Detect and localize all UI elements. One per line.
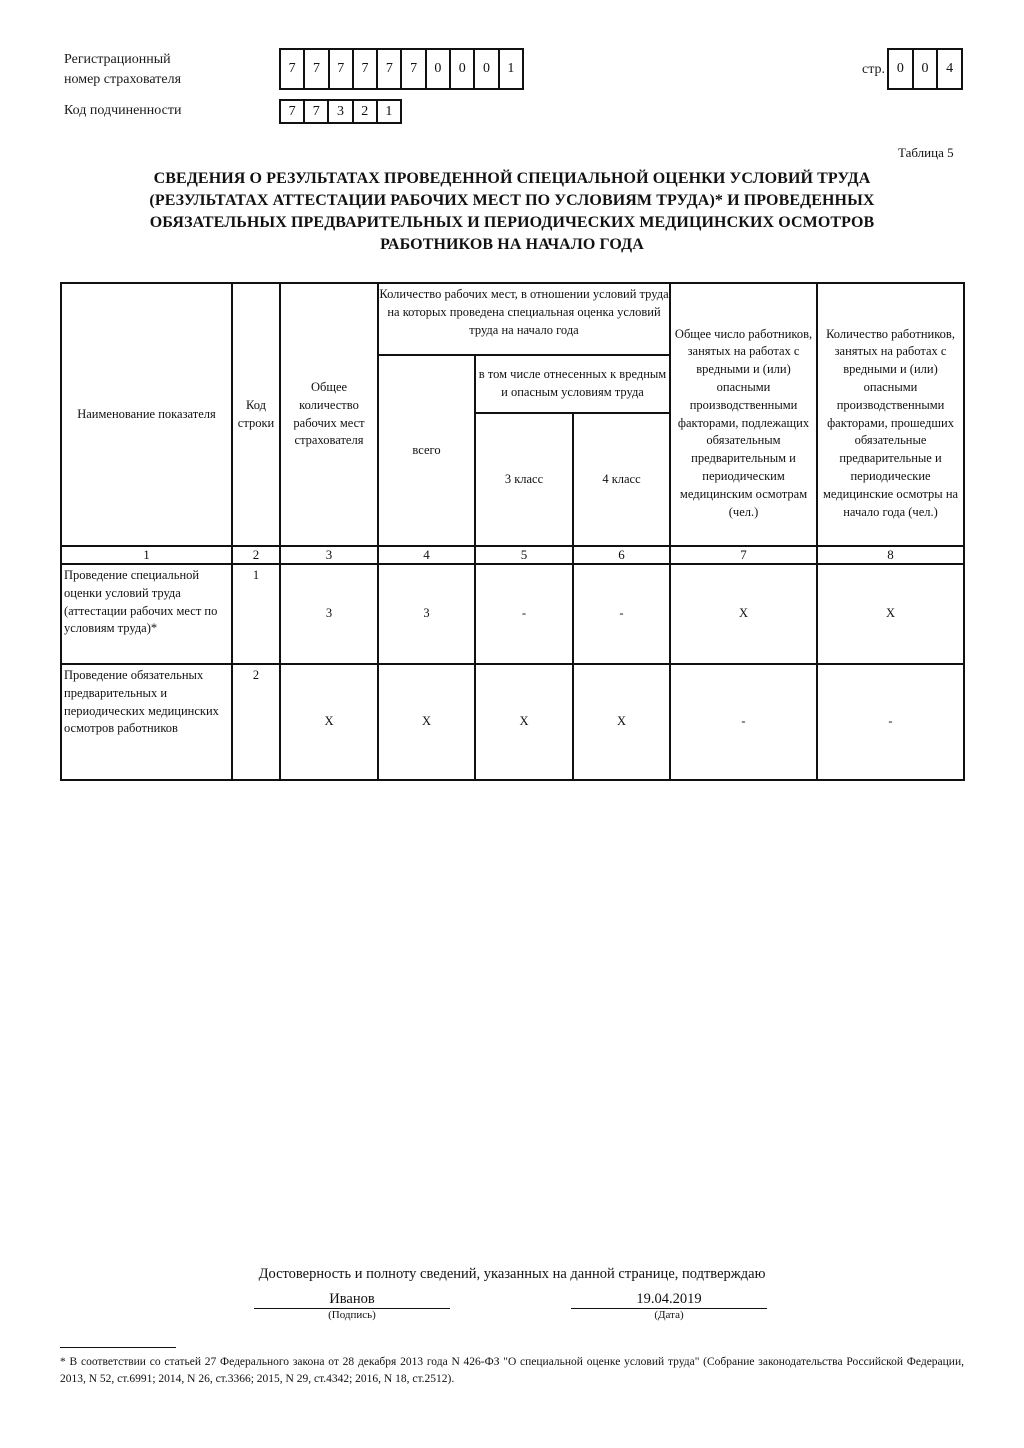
sub-digit: 1	[378, 101, 402, 122]
column-number: 7	[670, 546, 817, 564]
subordination-code-field	[279, 99, 402, 124]
reg-digit: 7	[330, 50, 354, 88]
footnote-text: * В соответствии со статьей 27 Федерального закона от 28 декабря 2013 года N 426-ФЗ "О специальной оценке условий труда" (Собрание законодательства Российской Федерации, 2013, N 52, ст.6991; 2014, N 26, ст.3366; 2015, N 29, ст.4342; 2016, N 18, ст.2512).	[60, 1356, 964, 1385]
confirmation-text: Достоверность и полноту сведений, указанных на данной странице, подтверждаю	[258, 1266, 766, 1282]
reg-digit: 7	[281, 50, 305, 88]
signature-block	[254, 1290, 450, 1321]
column-number: 4	[378, 546, 475, 564]
column-numbers-row	[61, 546, 964, 564]
footnote-divider	[60, 1347, 176, 1348]
page-number-field	[887, 48, 963, 90]
header-col-7: Общее число работников, занятых на работах с вредными и (или) опасными производственными факторами, подлежащих обязательным предварительным и периодическим медицинским осмотрам (чел.)	[670, 283, 817, 546]
reg-digit: 7	[378, 50, 402, 88]
header-col-total-places: Общее количество рабочих мест страхователя	[280, 283, 378, 546]
title-line: (РЕЗУЛЬТАТАХ АТТЕСТАЦИИ РАБОЧИХ МЕСТ ПО УСЛОВИЯМ ТРУДА)* И ПРОВЕДЕННЫХ	[149, 192, 875, 209]
row-value: X	[378, 664, 475, 780]
row-value: -	[817, 664, 964, 780]
row-code: 2	[232, 664, 280, 780]
row-value: X	[573, 664, 670, 780]
reg-digit: 7	[305, 50, 329, 88]
signature-value: Иванов	[254, 1290, 450, 1309]
reg-number-label	[64, 50, 181, 90]
reg-label-line2: номер страхователя	[64, 72, 182, 87]
assessment-table	[60, 282, 965, 781]
row-value: 3	[280, 564, 378, 664]
header-col-8: Количество работников, занятых на работах с вредными и (или) опасными производственными факторами, прошедших обязательные предварительные и периодические медицинские осмотры на начало года (чел.)	[817, 283, 964, 546]
column-number: 2	[232, 546, 280, 564]
table-row	[61, 664, 964, 780]
row-value: -	[475, 564, 573, 664]
reg-number-field	[279, 48, 524, 90]
row-value: -	[573, 564, 670, 664]
row-name: Проведение обязательных предварительных и периодических медицинских осмотров работников	[61, 664, 232, 780]
column-number: 8	[817, 546, 964, 564]
sub-digit: 3	[329, 101, 353, 122]
title-line: РАБОТНИКОВ НА НАЧАЛО ГОДА	[380, 236, 644, 253]
date-value: 19.04.2019	[571, 1290, 767, 1309]
header-col-assessed-group: Количество рабочих мест, в отношении условий труда на которых проведена специальная оценка условий труда на начало года	[378, 283, 670, 355]
header-col-class3: 3 класс	[475, 413, 573, 546]
header-col-name: Наименование показателя	[61, 283, 232, 546]
row-value: X	[817, 564, 964, 664]
page-digit: 0	[889, 50, 914, 88]
row-value: X	[280, 664, 378, 780]
signature-caption: (Подпись)	[328, 1309, 376, 1321]
row-value: X	[475, 664, 573, 780]
reg-digit: 0	[427, 50, 451, 88]
page-label: стр.	[862, 62, 886, 77]
table-row	[61, 564, 964, 664]
table-number: Таблица 5	[898, 145, 954, 160]
reg-digit: 7	[402, 50, 426, 88]
date-block	[571, 1290, 767, 1321]
header-col-class4: 4 класс	[573, 413, 670, 546]
header-col-code: Код строки	[232, 283, 280, 546]
sub-digit: 2	[354, 101, 378, 122]
row-value: X	[670, 564, 817, 664]
column-number: 5	[475, 546, 573, 564]
date-caption: (Дата)	[654, 1309, 684, 1321]
reg-digit: 7	[354, 50, 378, 88]
title-line: ОБЯЗАТЕЛЬНЫХ ПРЕДВАРИТЕЛЬНЫХ И ПЕРИОДИЧЕСКИХ МЕДИЦИНСКИХ ОСМОТРОВ	[149, 214, 875, 231]
reg-digit: 0	[475, 50, 499, 88]
page-digit: 4	[938, 50, 963, 88]
header-col-all: всего	[378, 355, 475, 546]
document-title	[60, 168, 964, 256]
subordination-code-label: Код подчиненности	[64, 103, 182, 118]
row-code: 1	[232, 564, 280, 664]
header-col-harmful-subgroup: в том числе отнесенных к вредным и опасным условиям труда	[475, 355, 670, 413]
title-line: СВЕДЕНИЯ О РЕЗУЛЬТАТАХ ПРОВЕДЕННОЙ СПЕЦИАЛЬНОЙ ОЦЕНКИ УСЛОВИЙ ТРУДА	[153, 170, 871, 187]
row-name: Проведение специальной оценки условий труда (аттестации рабочих мест по условиям труда)*	[61, 564, 232, 664]
sub-digit: 7	[305, 101, 329, 122]
row-value: 3	[378, 564, 475, 664]
reg-label-line1: Регистрационный	[64, 52, 171, 67]
page-digit: 0	[914, 50, 939, 88]
column-number: 1	[61, 546, 232, 564]
row-value: -	[670, 664, 817, 780]
column-number: 6	[573, 546, 670, 564]
column-number: 3	[280, 546, 378, 564]
sub-digit: 7	[281, 101, 305, 122]
reg-digit: 0	[451, 50, 475, 88]
reg-digit: 1	[500, 50, 524, 88]
